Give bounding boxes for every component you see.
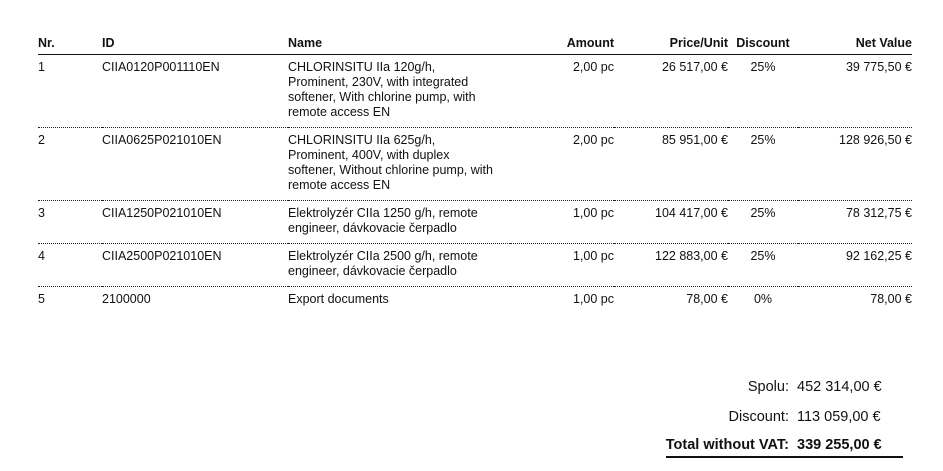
table-header-row — [38, 36, 912, 55]
row-amount: 2,00 pc — [510, 55, 614, 128]
row-price: 104 417,00 € — [614, 201, 728, 244]
items-table — [38, 36, 912, 314]
discount-label: Discount: — [728, 409, 789, 425]
row-net-value: 39 775,50 € — [798, 55, 912, 128]
header-name: Name — [288, 36, 510, 55]
row-id: CIIA0625P021010EN — [102, 128, 288, 201]
subtotal-row — [666, 372, 903, 402]
row-nr: 2 — [38, 128, 102, 201]
table-row — [38, 287, 912, 315]
row-nr: 3 — [38, 201, 102, 244]
row-net-value: 78,00 € — [870, 292, 912, 306]
subtotal-value: 452 314,00 € — [797, 379, 882, 395]
discount-value: 113 059,00 € — [797, 409, 881, 425]
header-amount: Amount — [510, 36, 614, 55]
row-amount: 1,00 pc — [510, 244, 614, 287]
header-nr: Nr. — [38, 36, 102, 55]
table-row — [38, 128, 912, 201]
row-id: 2100000 — [102, 292, 151, 306]
table-row — [38, 55, 912, 128]
row-name: CHLORINSITU IIa 120g/h, Prominent, 230V, with integrated softener, With chlorine pump, with remote access EN — [288, 55, 510, 128]
table-row — [38, 201, 912, 244]
total-without-vat-row — [666, 434, 903, 458]
header-discount: Discount — [728, 36, 798, 55]
row-price: 85 951,00 € — [614, 128, 728, 201]
row-name: Elektrolyzér CIIa 2500 g/h, remote engineer, dávkovacie čerpadlo — [288, 244, 510, 287]
row-nr: 4 — [38, 244, 102, 287]
row-net-value: 128 926,50 € — [798, 128, 912, 201]
header-price: Price/Unit — [614, 36, 728, 55]
total-without-vat-label: Total without VAT: — [665, 437, 789, 453]
header-net-value: Net Value — [798, 36, 912, 55]
row-nr: 1 — [38, 55, 102, 128]
row-price: 26 517,00 € — [614, 55, 728, 128]
table-row — [38, 244, 912, 287]
row-price: 122 883,00 € — [614, 244, 728, 287]
row-amount: 1,00 pc — [510, 201, 614, 244]
row-price: 78,00 € — [686, 292, 728, 306]
row-discount: 25% — [728, 244, 798, 287]
row-name: CHLORINSITU IIa 625g/h, Prominent, 400V, with duplex softener, Without chlorine pump, with remote access EN — [288, 128, 510, 201]
row-discount: 0% — [753, 292, 773, 306]
row-nr: 5 — [38, 292, 45, 306]
row-id: CIIA1250P021010EN — [102, 201, 288, 244]
row-id: CIIA0120P001110EN — [102, 55, 288, 128]
row-discount: 25% — [728, 128, 798, 201]
row-discount: 25% — [728, 201, 798, 244]
row-amount: 1,00 pc — [572, 292, 614, 306]
row-name: Export documents — [288, 292, 389, 306]
row-amount: 2,00 pc — [510, 128, 614, 201]
totals-section — [666, 372, 903, 458]
subtotal-label: Spolu: — [747, 379, 789, 395]
row-name: Elektrolyzér CIIa 1250 g/h, remote engineer, dávkovacie čerpadlo — [288, 201, 510, 244]
row-id: CIIA2500P021010EN — [102, 244, 288, 287]
header-id: ID — [102, 36, 288, 55]
total-without-vat-value: 339 255,00 € — [797, 437, 882, 453]
row-net-value: 92 162,25 € — [798, 244, 912, 287]
row-discount: 25% — [728, 55, 798, 128]
row-net-value: 78 312,75 € — [798, 201, 912, 244]
discount-row — [666, 402, 903, 432]
